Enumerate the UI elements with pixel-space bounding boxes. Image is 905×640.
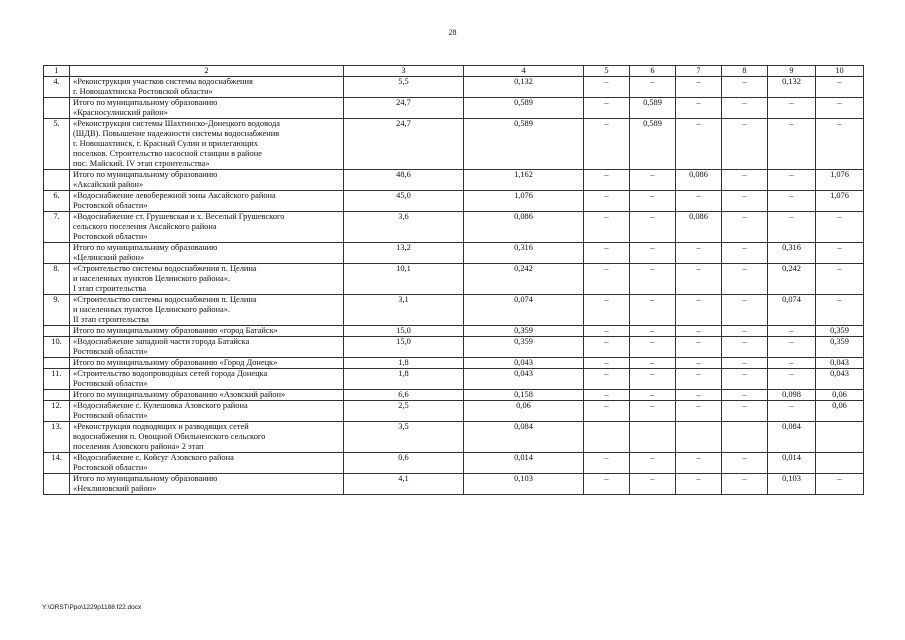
value-cell-c7 <box>676 422 722 453</box>
value-cell-c3: 0,6 <box>344 453 464 474</box>
value-cell-c9: – <box>768 358 816 369</box>
value-cell-c4: 0,06 <box>464 401 584 422</box>
value-cell-c3: 1,8 <box>344 369 464 390</box>
value-cell-c9: – <box>768 369 816 390</box>
description-line: Итого по муниципальному образованию «город Батайск» <box>73 326 278 335</box>
row-number: 6. <box>44 191 70 212</box>
description-line: II этап строительства <box>73 315 149 324</box>
value-cell-c7: – <box>676 337 722 358</box>
row-description <box>70 264 344 295</box>
value-cell-c7: – <box>676 453 722 474</box>
row-description <box>70 243 344 264</box>
value-cell-c9: 0,316 <box>768 243 816 264</box>
value-cell-c3: 3,1 <box>344 295 464 326</box>
header-cell: 7 <box>676 66 722 77</box>
value-cell-c8: – <box>722 243 768 264</box>
description-line: Итого по муниципальному образованию <box>73 170 218 179</box>
value-cell-c5: – <box>584 453 630 474</box>
value-cell-c6: – <box>630 212 676 243</box>
investment-table <box>43 65 864 495</box>
value-cell-c9: – <box>768 191 816 212</box>
row-number <box>44 326 70 337</box>
value-cell-c5: – <box>584 474 630 495</box>
description-line: «Красносулинский район» <box>73 108 168 117</box>
value-cell-c4: 0,359 <box>464 337 584 358</box>
value-cell-c8: – <box>722 264 768 295</box>
description-line: «Строительство системы водоснабжения п. Целина <box>73 295 257 304</box>
description-line: «Реконструкция участков системы водоснабжения <box>73 77 253 86</box>
description-line: Итого по муниципальному образованию «Азовский район» <box>73 390 286 399</box>
value-cell-c5: – <box>584 264 630 295</box>
row-number: 12. <box>44 401 70 422</box>
value-cell-c9: 0,014 <box>768 453 816 474</box>
value-cell-c3: 15,0 <box>344 337 464 358</box>
value-cell-c6: – <box>630 453 676 474</box>
value-cell-c3: 24,7 <box>344 119 464 170</box>
value-cell-c8: – <box>722 326 768 337</box>
description-line: Ростовской области» <box>73 379 148 388</box>
value-cell-c10: 1,076 <box>816 191 864 212</box>
value-cell-c10 <box>816 453 864 474</box>
value-cell-c9: – <box>768 212 816 243</box>
value-cell-c10: 0,043 <box>816 358 864 369</box>
row-number: 7. <box>44 212 70 243</box>
description-line: «Строительство системы водоснабжения п. Целина <box>73 264 257 273</box>
value-cell-c4: 1,076 <box>464 191 584 212</box>
description-line: и населенных пунктов Целинского района». <box>73 305 230 314</box>
value-cell-c8: – <box>722 295 768 326</box>
value-cell-c5: – <box>584 98 630 119</box>
value-cell-c3: 15,0 <box>344 326 464 337</box>
value-cell-c8: – <box>722 358 768 369</box>
description-line: Итого по муниципальному образованию <box>73 243 218 252</box>
value-cell-c8: – <box>722 77 768 98</box>
value-cell-c6: – <box>630 191 676 212</box>
table-row <box>44 474 864 495</box>
table-row <box>44 369 864 390</box>
value-cell-c5: – <box>584 212 630 243</box>
header-cell: 8 <box>722 66 768 77</box>
value-cell-c6: – <box>630 77 676 98</box>
value-cell-c8: – <box>722 369 768 390</box>
value-cell-c9: 0,098 <box>768 390 816 401</box>
value-cell-c10: 0,359 <box>816 337 864 358</box>
value-cell-c9: – <box>768 337 816 358</box>
value-cell-c10 <box>816 422 864 453</box>
value-cell-c9: – <box>768 119 816 170</box>
description-line: Ростовской области» <box>73 411 148 420</box>
table-row <box>44 191 864 212</box>
row-number: 9. <box>44 295 70 326</box>
description-line: Итого по муниципальному образованию «Город Донецк» <box>73 358 278 367</box>
value-cell-c7: – <box>676 390 722 401</box>
value-cell-c8 <box>722 422 768 453</box>
row-description <box>70 212 344 243</box>
value-cell-c10: – <box>816 77 864 98</box>
description-line: водоснабжения п. Овощной Обильненского сельского <box>73 432 266 441</box>
page-number: 28 <box>448 28 457 37</box>
description-line: «Реконструкция системы Шахтинско-Донецкого водовода <box>73 119 280 128</box>
value-cell-c10: – <box>816 295 864 326</box>
value-cell-c6: – <box>630 390 676 401</box>
description-line: Ростовской области» <box>73 201 148 210</box>
value-cell-c5: – <box>584 390 630 401</box>
table-row <box>44 390 864 401</box>
value-cell-c4: 1,162 <box>464 170 584 191</box>
row-description <box>70 77 344 98</box>
value-cell-c3: 13,2 <box>344 243 464 264</box>
value-cell-c10: – <box>816 474 864 495</box>
value-cell-c9: – <box>768 401 816 422</box>
value-cell-c5: – <box>584 326 630 337</box>
value-cell-c8: – <box>722 98 768 119</box>
value-cell-c6: – <box>630 295 676 326</box>
row-number <box>44 170 70 191</box>
header-cell: 3 <box>344 66 464 77</box>
value-cell-c9: – <box>768 98 816 119</box>
description-line: «Водоснабжение левобережной зоны Аксайского района <box>73 191 276 200</box>
row-number: 14. <box>44 453 70 474</box>
row-number: 10. <box>44 337 70 358</box>
description-line: «Водоснабжение ст. Грушевская и х. Веселый Грушевского <box>73 212 285 221</box>
value-cell-c6: 0,589 <box>630 119 676 170</box>
row-description <box>70 401 344 422</box>
value-cell-c7: – <box>676 77 722 98</box>
value-cell-c6: 0,589 <box>630 98 676 119</box>
value-cell-c3: 10,1 <box>344 264 464 295</box>
description-line: «Водоснабжение западной части города Батайска <box>73 337 250 346</box>
value-cell-c6: – <box>630 264 676 295</box>
value-cell-c4: 0,158 <box>464 390 584 401</box>
description-line: «Целинский район» <box>73 253 145 262</box>
value-cell-c7: – <box>676 326 722 337</box>
value-cell-c8: – <box>722 212 768 243</box>
table-row <box>44 243 864 264</box>
value-cell-c4: 0,043 <box>464 369 584 390</box>
value-cell-c7: – <box>676 191 722 212</box>
header-cell: 9 <box>768 66 816 77</box>
row-description <box>70 119 344 170</box>
value-cell-c5: – <box>584 337 630 358</box>
value-cell-c3: 2,5 <box>344 401 464 422</box>
value-cell-c9: 0,103 <box>768 474 816 495</box>
header-cell: 1 <box>44 66 70 77</box>
header-cell: 2 <box>70 66 344 77</box>
description-line: «Неклиновский район» <box>73 484 157 493</box>
value-cell-c8: – <box>722 170 768 191</box>
value-cell-c4: 0,086 <box>464 212 584 243</box>
row-description <box>70 390 344 401</box>
row-description <box>70 453 344 474</box>
table-row <box>44 358 864 369</box>
file-path-footer: Y:\ORST\Ppo\1229p1188.f22.docx <box>42 604 142 611</box>
value-cell-c8: – <box>722 401 768 422</box>
row-description <box>70 337 344 358</box>
value-cell-c3: 6,6 <box>344 390 464 401</box>
row-number: 13. <box>44 422 70 453</box>
value-cell-c8: – <box>722 453 768 474</box>
value-cell-c4: 0,043 <box>464 358 584 369</box>
value-cell-c5: – <box>584 170 630 191</box>
value-cell-c10: 0,06 <box>816 401 864 422</box>
description-line: Ростовской области» <box>73 232 148 241</box>
value-cell-c9: 0,084 <box>768 422 816 453</box>
value-cell-c9: 0,132 <box>768 77 816 98</box>
description-line: пос. Майский. IV этап строительства» <box>73 159 210 168</box>
table-row <box>44 77 864 98</box>
value-cell-c7: 0,086 <box>676 170 722 191</box>
value-cell-c6: – <box>630 326 676 337</box>
table-row <box>44 264 864 295</box>
value-cell-c6 <box>630 422 676 453</box>
value-cell-c10: – <box>816 98 864 119</box>
value-cell-c10: – <box>816 212 864 243</box>
value-cell-c6: – <box>630 369 676 390</box>
value-cell-c4: 0,589 <box>464 119 584 170</box>
value-cell-c4: 0,074 <box>464 295 584 326</box>
value-cell-c3: 3,5 <box>344 422 464 453</box>
value-cell-c4: 0,589 <box>464 98 584 119</box>
value-cell-c6: – <box>630 358 676 369</box>
value-cell-c7: – <box>676 98 722 119</box>
header-row <box>44 66 864 77</box>
description-line: «Строительство водопроводных сетей города Донецка <box>73 369 268 378</box>
row-number <box>44 390 70 401</box>
value-cell-c5: – <box>584 119 630 170</box>
value-cell-c5: – <box>584 77 630 98</box>
value-cell-c7: 0,086 <box>676 212 722 243</box>
value-cell-c8: – <box>722 191 768 212</box>
value-cell-c10: – <box>816 264 864 295</box>
header-cell: 10 <box>816 66 864 77</box>
value-cell-c9: – <box>768 326 816 337</box>
description-line: г. Новошахтинска Ростовской области» <box>73 87 213 96</box>
value-cell-c5 <box>584 422 630 453</box>
description-line: поселения Азовского района» 2 этап <box>73 442 204 451</box>
row-number <box>44 98 70 119</box>
value-cell-c9: 0,074 <box>768 295 816 326</box>
description-line: (ШДВ). Повышение надежности системы водоснабжения <box>73 129 280 138</box>
value-cell-c3: 4,1 <box>344 474 464 495</box>
value-cell-c3: 45,0 <box>344 191 464 212</box>
value-cell-c4: 0,359 <box>464 326 584 337</box>
value-cell-c7: – <box>676 295 722 326</box>
value-cell-c10: 0,359 <box>816 326 864 337</box>
value-cell-c8: – <box>722 119 768 170</box>
value-cell-c8: – <box>722 390 768 401</box>
description-line: «Аксайский район» <box>73 180 144 189</box>
row-number: 5. <box>44 119 70 170</box>
value-cell-c6: – <box>630 170 676 191</box>
description-line: сельского поселения Аксайского района <box>73 222 217 231</box>
description-line: I этап строительства <box>73 284 147 293</box>
value-cell-c5: – <box>584 191 630 212</box>
table-row <box>44 212 864 243</box>
value-cell-c5: – <box>584 358 630 369</box>
description-line: «Водоснабжение с. Кулешовка Азовского района <box>73 401 248 410</box>
value-cell-c10: 1,076 <box>816 170 864 191</box>
description-line: Итого по муниципальному образованию <box>73 98 218 107</box>
header-cell: 5 <box>584 66 630 77</box>
table-row <box>44 422 864 453</box>
value-cell-c4: 0,014 <box>464 453 584 474</box>
row-number: 4. <box>44 77 70 98</box>
row-description <box>70 170 344 191</box>
row-description <box>70 98 344 119</box>
row-description <box>70 422 344 453</box>
value-cell-c3: 48,6 <box>344 170 464 191</box>
value-cell-c7: – <box>676 369 722 390</box>
description-line: «Водоснабжение с. Койсуг Азовского района <box>73 453 234 462</box>
row-description <box>70 369 344 390</box>
table-row <box>44 98 864 119</box>
value-cell-c6: – <box>630 474 676 495</box>
value-cell-c8: – <box>722 474 768 495</box>
value-cell-c7: – <box>676 358 722 369</box>
description-line: Ростовской области» <box>73 347 148 356</box>
row-description <box>70 191 344 212</box>
value-cell-c10: – <box>816 119 864 170</box>
value-cell-c3: 5,5 <box>344 77 464 98</box>
value-cell-c7: – <box>676 401 722 422</box>
table-row <box>44 453 864 474</box>
row-number: 11. <box>44 369 70 390</box>
value-cell-c5: – <box>584 295 630 326</box>
row-description <box>70 295 344 326</box>
row-number <box>44 474 70 495</box>
description-line: «Реконструкция подводящих и разводящих сетей <box>73 422 249 431</box>
value-cell-c5: – <box>584 401 630 422</box>
value-cell-c4: 0,084 <box>464 422 584 453</box>
description-line: г. Новошахтинск, г. Красный Сулин и прилегающих <box>73 139 258 148</box>
value-cell-c3: 3,6 <box>344 212 464 243</box>
row-number: 8. <box>44 264 70 295</box>
value-cell-c10: 0,06 <box>816 390 864 401</box>
value-cell-c6: – <box>630 337 676 358</box>
row-number <box>44 358 70 369</box>
description-line: и населенных пунктов Целинского района». <box>73 274 230 283</box>
value-cell-c10: 0,043 <box>816 369 864 390</box>
table-row <box>44 295 864 326</box>
value-cell-c7: – <box>676 119 722 170</box>
value-cell-c4: 0,103 <box>464 474 584 495</box>
value-cell-c9: 0,242 <box>768 264 816 295</box>
table-row <box>44 326 864 337</box>
row-description <box>70 326 344 337</box>
table-row <box>44 337 864 358</box>
value-cell-c5: – <box>584 243 630 264</box>
row-description <box>70 358 344 369</box>
value-cell-c6: – <box>630 243 676 264</box>
value-cell-c4: 0,316 <box>464 243 584 264</box>
table-row <box>44 119 864 170</box>
value-cell-c5: – <box>584 369 630 390</box>
value-cell-c10: – <box>816 243 864 264</box>
description-line: поселков. Строительство насосной станции в районе <box>73 149 262 158</box>
value-cell-c7: – <box>676 243 722 264</box>
row-number <box>44 243 70 264</box>
value-cell-c6: – <box>630 401 676 422</box>
value-cell-c9: – <box>768 170 816 191</box>
row-description <box>70 474 344 495</box>
table-row <box>44 170 864 191</box>
value-cell-c4: 0,132 <box>464 77 584 98</box>
value-cell-c4: 0,242 <box>464 264 584 295</box>
value-cell-c3: 24,7 <box>344 98 464 119</box>
value-cell-c8: – <box>722 337 768 358</box>
value-cell-c3: 1,8 <box>344 358 464 369</box>
value-cell-c7: – <box>676 264 722 295</box>
header-cell: 6 <box>630 66 676 77</box>
value-cell-c7: – <box>676 474 722 495</box>
table-row <box>44 401 864 422</box>
header-cell: 4 <box>464 66 584 77</box>
description-line: Итого по муниципальному образованию <box>73 474 218 483</box>
description-line: Ростовской области» <box>73 463 148 472</box>
